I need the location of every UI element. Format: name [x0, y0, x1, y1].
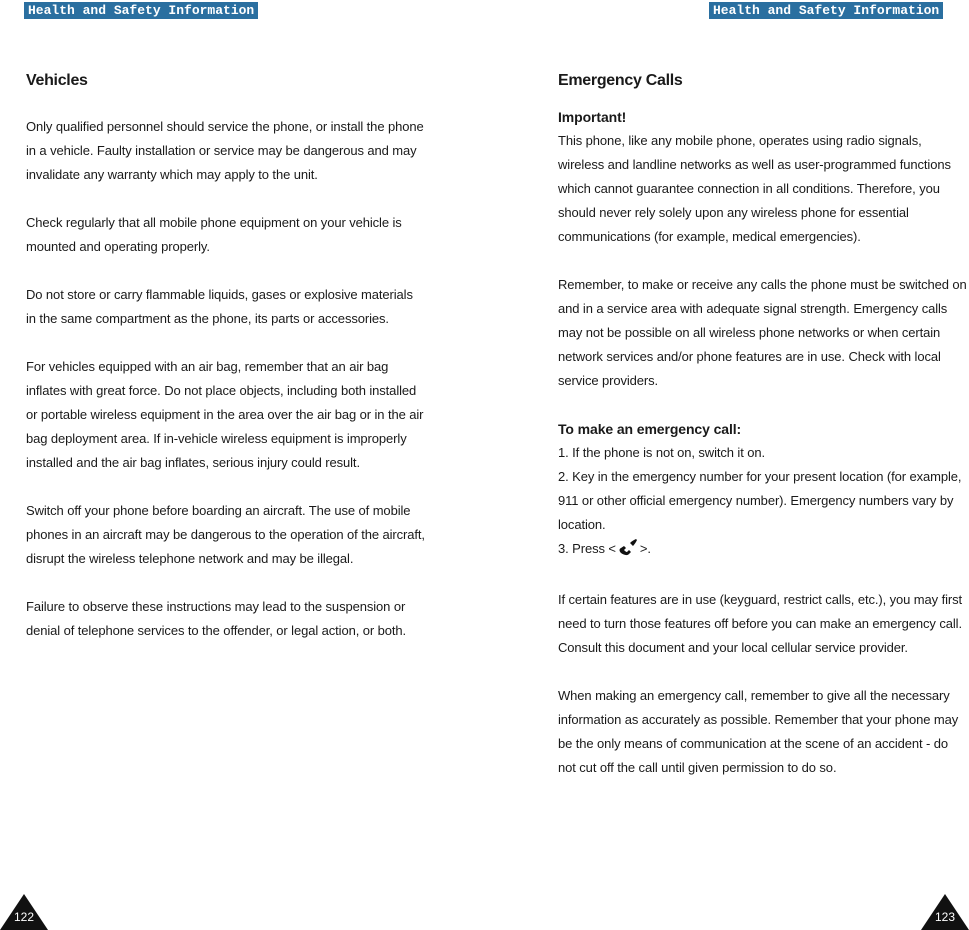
header-label-right: Health and Safety Information: [709, 2, 943, 19]
vehicles-paragraph-5: Switch off your phone before boarding an aircraft. The use of mobile phones in an aircraft may be dangerous to the operation of the aircraft, disrupt the wireless telephone network and may be illegal.: [26, 503, 425, 566]
important-label: Important!: [558, 109, 627, 125]
important-block: [558, 105, 967, 249]
remember-paragraph: Remember, to make or receive any calls the phone must be switched on and in a service area with adequate signal strength. Emergency calls may not be possible on all wireless phone networks or when certain network services and/or phone features are in use. Check with local service providers.: [558, 277, 967, 388]
step-2: 2. Key in the emergency number for your present location (for example, 911 or other official emergency number). Emergency numbers vary by location.: [558, 469, 962, 532]
vehicles-paragraph-2: Check regularly that all mobile phone equipment on your vehicle is mounted and operating properly.: [26, 215, 402, 254]
right-page: [558, 68, 967, 804]
left-page: [26, 68, 426, 667]
phone-handset-icon: [618, 538, 638, 564]
step-3-suffix: >.: [639, 541, 651, 556]
header-label-left: Health and Safety Information: [24, 2, 258, 19]
emergency-calls-title: Emergency Calls: [558, 72, 683, 89]
page-number-left: 122: [13, 910, 35, 924]
page-number-right: 123: [934, 910, 956, 924]
closing-paragraph: When making an emergency call, remember to give all the necessary information as accurately as possible. Remember that your phone may be the only means of communication at the scene of an accident - do not cut off the call until given permission to do so.: [558, 688, 959, 775]
step-1: 1. If the phone is not on, switch it on.: [558, 445, 766, 460]
vehicles-paragraph-3: Do not store or carry flammable liquids, gases or explosive materials in the same compartment as the phone, its parts or accessories.: [26, 287, 413, 326]
vehicles-paragraph-4: For vehicles equipped with an air bag, remember that an air bag inflates with great force. Do not place objects, including both installed or portable wireless equipment in the area over the air bag or in the air bag deployment area. If in-vehicle wireless equipment is improperly installed and the air bag inflates, serious injury could result.: [26, 359, 424, 470]
emergency-steps: [558, 417, 967, 564]
steps-title: To make an emergency call:: [558, 421, 742, 437]
step-3: [558, 537, 967, 564]
important-text: This phone, like any mobile phone, operates using radio signals, wireless and landline networks as well as user-programmed functions which cannot guarantee connection in all conditions. Therefore, you should never rely solely upon any wireless phone for essential communications (for example, medical emergencies).: [558, 133, 951, 244]
features-paragraph: If certain features are in use (keyguard, restrict calls, etc.), you may first need to turn those features off before you can make an emergency call. Consult this document and your local cellular service provider.: [558, 592, 963, 655]
step-3-prefix: 3. Press <: [558, 541, 616, 556]
vehicles-title: Vehicles: [26, 72, 88, 89]
vehicles-paragraph-1: Only qualified personnel should service the phone, or install the phone in a vehicle. Faulty installation or service may be dangerous and may invalidate any warranty which may apply to the unit.: [26, 119, 424, 182]
vehicles-paragraph-6: Failure to observe these instructions may lead to the suspension or denial of telephone services to the offender, or legal action, or both.: [26, 599, 407, 638]
